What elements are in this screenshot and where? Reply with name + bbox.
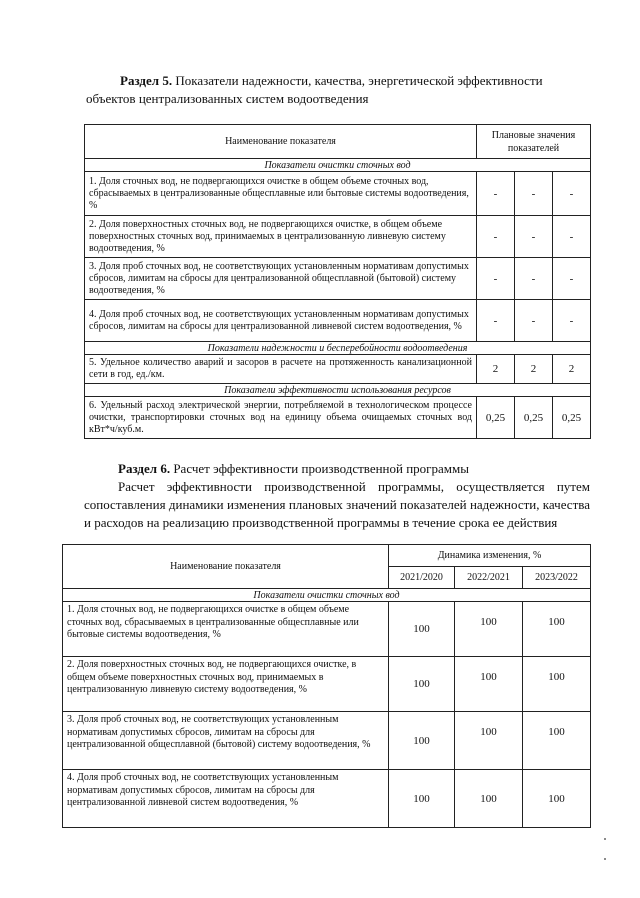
row-name: 4. Доля проб сточных вод, не соответствующих установленным нормативам допустимых сбросов, лимитам на сбросы для централизованной ливневой систем водоотведения, % xyxy=(85,300,477,342)
table2-section-title: Показатели очистки сточных вод xyxy=(63,589,591,602)
row-value: 100 xyxy=(389,657,455,712)
table2-year-header: 2022/2021 xyxy=(455,567,523,589)
row-value: 2 xyxy=(553,355,591,384)
row-value: - xyxy=(515,258,553,300)
row-value: - xyxy=(553,300,591,342)
section-6-block xyxy=(84,460,590,532)
scan-artifact xyxy=(604,838,606,840)
row-name: 1. Доля сточных вод, не подвергающихся очистке в общем объеме сточных вод, сбрасываемых в централизованные общесплавные или бытовые системы водоотведения, % xyxy=(85,172,477,216)
table-row xyxy=(85,355,591,384)
row-value: 0,25 xyxy=(477,397,515,439)
row-name: 6. Удельный расход электрической энергии, потребляемой в технологическом процессе очистки, транспортировки сточных вод на единицу объема очищаемых сточных вод кВт*ч/куб.м. xyxy=(85,397,477,439)
row-value: - xyxy=(553,258,591,300)
row-value: - xyxy=(553,216,591,258)
row-value: 100 xyxy=(455,770,523,828)
planned-values-table xyxy=(84,124,591,439)
table-row xyxy=(63,602,591,657)
section-6-label: Раздел 6. xyxy=(118,461,171,476)
row-value: 100 xyxy=(389,770,455,828)
table-row xyxy=(85,172,591,216)
table-row xyxy=(85,258,591,300)
section-6-title: Расчет эффективности производственной программы xyxy=(173,461,469,476)
section-6-paragraph: Расчет эффективности производственной программы, осуществляется путем сопоставления динамики изменения плановых значений показателей надежности, качества и расходов на реализацию производственной программы в течение срока ее действия xyxy=(84,479,590,530)
table-row xyxy=(63,657,591,712)
table1-section-title: Показатели эффективности использования ресурсов xyxy=(85,384,591,397)
section-5-title-part2: объектов централизованных систем водоотведения xyxy=(86,91,369,106)
table2-year-header: 2023/2022 xyxy=(523,567,591,589)
row-value: 100 xyxy=(455,657,523,712)
row-value: - xyxy=(515,300,553,342)
table2-header-dynamics: Динамика изменения, % xyxy=(389,545,591,567)
row-value: 100 xyxy=(389,602,455,657)
table-row xyxy=(85,300,591,342)
table-row xyxy=(85,216,591,258)
row-value: 100 xyxy=(523,657,591,712)
table-row xyxy=(63,770,591,828)
row-value: - xyxy=(553,172,591,216)
table2-year-header: 2021/2020 xyxy=(389,567,455,589)
row-value: 2 xyxy=(477,355,515,384)
row-value: - xyxy=(515,172,553,216)
row-value: 100 xyxy=(389,712,455,770)
table1-section-title: Показатели очистки сточных вод xyxy=(85,159,591,172)
section-5-heading xyxy=(86,72,590,108)
section-5-title-part1: Показатели надежности, качества, энергетической эффективности xyxy=(175,73,543,88)
row-name: 5. Удельное количество аварий и засоров в расчете на протяженность канализационной сети в год, ед./км. xyxy=(85,355,477,384)
section-5-label: Раздел 5. xyxy=(120,73,173,88)
table1-header-plan: Плановые значения показателей xyxy=(477,125,591,159)
row-value: 100 xyxy=(455,712,523,770)
row-value: 2 xyxy=(515,355,553,384)
table-row xyxy=(63,712,591,770)
table1-section-title: Показатели надежности и бесперебойности водоотведения xyxy=(85,342,591,355)
row-value: 100 xyxy=(523,602,591,657)
row-name: 2. Доля поверхностных сточных вод, не подвергающихся очистке, в общем объеме поверхностных сточных вод, принимаемых в централизованную ливневую систему водоотведения, % xyxy=(85,216,477,258)
row-name: 3. Доля проб сточных вод, не соответствующих установленным нормативам допустимых сбросов, лимитам на сбросы для централизованной общесплавной (бытовой) систему водоотведения, % xyxy=(85,258,477,300)
section-6-heading xyxy=(84,460,590,478)
row-name: 4. Доля проб сточных вод, не соответствующих установленным нормативам допустимых сбросов, лимитам на сбросы для централизованной ливневой систем водоотведения, % xyxy=(63,770,389,828)
row-value: - xyxy=(477,216,515,258)
table-row xyxy=(85,397,591,439)
row-name: 3. Доля проб сточных вод, не соответствующих установленным нормативам допустимых сбросов, лимитам на сбросы для централизованной общесплавной (бытовой) систему водоотведения, % xyxy=(63,712,389,770)
row-value: - xyxy=(477,300,515,342)
scan-artifact xyxy=(604,858,606,860)
row-value: - xyxy=(515,216,553,258)
table1-header-name: Наименование показателя xyxy=(85,125,477,159)
row-name: 2. Доля поверхностных сточных вод, не подвергающихся очистке, в общем объеме поверхностных сточных вод, принимаемых в централизованную ливневую систему водоотведения, % xyxy=(63,657,389,712)
row-value: 0,25 xyxy=(553,397,591,439)
row-value: - xyxy=(477,258,515,300)
dynamics-table xyxy=(62,544,591,828)
row-value: 100 xyxy=(523,712,591,770)
row-value: 100 xyxy=(455,602,523,657)
table2-header-name: Наименование показателя xyxy=(63,545,389,589)
row-value: 100 xyxy=(523,770,591,828)
row-name: 1. Доля сточных вод, не подвергающихся очистке в общем объеме сточных вод, сбрасываемых в централизованные общесплавные или бытовые системы водоотведения, % xyxy=(63,602,389,657)
row-value: - xyxy=(477,172,515,216)
row-value: 0,25 xyxy=(515,397,553,439)
